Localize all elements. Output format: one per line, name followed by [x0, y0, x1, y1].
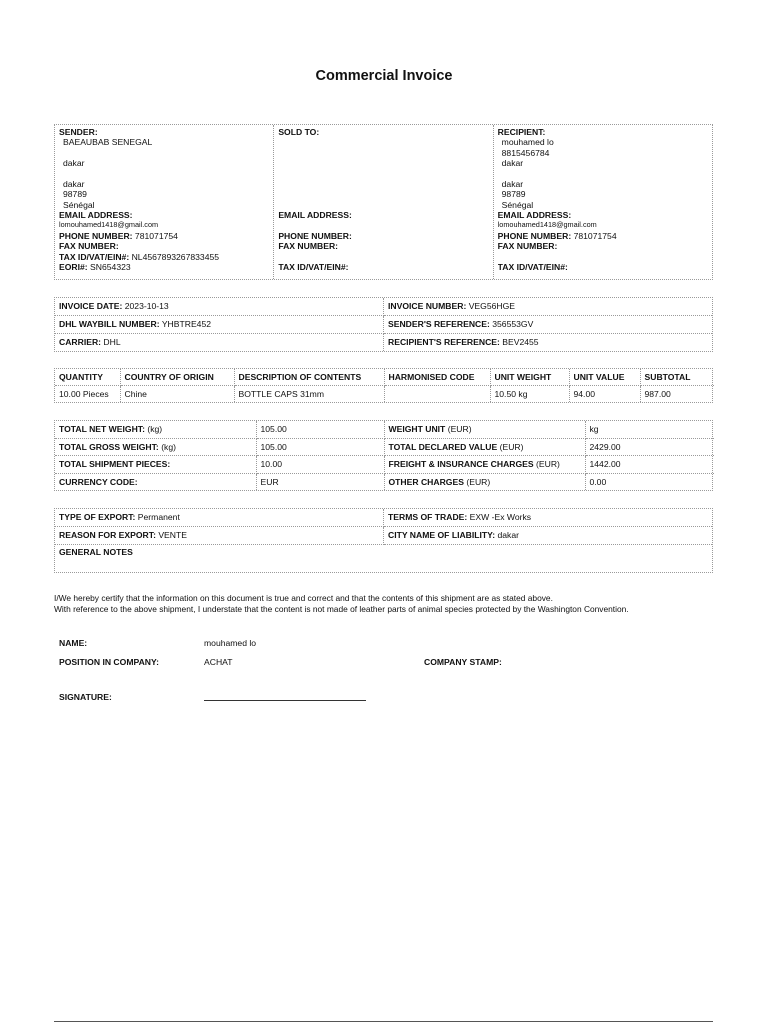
sender-phone: 781071754	[134, 230, 178, 241]
address-block	[54, 124, 713, 280]
signatory-position: ACHAT	[204, 657, 233, 667]
sold-to-email-label: EMAIL ADDRESS:	[278, 210, 352, 221]
recipient-tax-label: TAX ID/VAT/EIN#:	[497, 262, 568, 273]
name-label: NAME:	[59, 638, 88, 648]
column-header: DESCRIPTION OF CONTENTS	[238, 371, 362, 382]
other-charges-label: OTHER CHARGES	[388, 476, 464, 487]
recipient-country: Sénégal	[501, 199, 534, 210]
sender-postal-code: 98789	[63, 189, 87, 200]
other-charges-unit: (EUR)	[466, 476, 491, 487]
sold-to-phone-label: PHONE NUMBER:	[278, 230, 352, 241]
column-header: UNIT VALUE	[573, 371, 625, 382]
sender-heading: SENDER:	[59, 127, 98, 137]
document-title: Commercial Invoice	[315, 68, 453, 84]
currency-code-label: CURRENCY CODE:	[59, 476, 138, 487]
sold-to-tax-label: TAX ID/VAT/EIN#:	[278, 262, 349, 273]
declared-value: 2429.00	[585, 438, 714, 456]
recipient-reference-label: RECIPIENT'S REFERENCE:	[388, 337, 500, 348]
page-bottom-rule	[54, 1021, 713, 1022]
recipient-address-line: dakar	[501, 158, 524, 169]
recipient-email-label: EMAIL ADDRESS:	[497, 210, 572, 221]
invoice-number: VEG56HGE	[468, 301, 516, 312]
table-row	[55, 386, 714, 403]
carrier: DHL	[103, 337, 121, 348]
freight-insurance-value: 1442.00	[585, 456, 714, 474]
recipient-city: dakar	[501, 178, 524, 189]
signatory-name: mouhamed lo	[204, 638, 257, 648]
shipment-pieces-label: TOTAL SHIPMENT PIECES:	[59, 459, 171, 469]
column-header: COUNTRY OF ORIGIN	[124, 371, 214, 382]
weight-unit-value: kg	[585, 421, 714, 438]
recipient-heading: RECIPIENT:	[497, 127, 546, 137]
recipient-phone-label: PHONE NUMBER:	[497, 230, 572, 241]
export-info-table	[54, 508, 713, 573]
certification-line-1: I/We hereby certify that the information on this document is true and correct and that the contents of this shipment are as stated above.	[54, 593, 553, 603]
sender-tax-label: TAX ID/VAT/EIN#:	[59, 251, 130, 262]
description-cell: BOTTLE CAPS 31mm	[234, 386, 384, 403]
general-notes-label: GENERAL NOTES	[59, 547, 133, 557]
waybill-label: DHL WAYBILL NUMBER:	[59, 319, 160, 330]
liability-city-label: CITY NAME OF LIABILITY:	[388, 530, 496, 541]
shipment-pieces-value: 10.00	[256, 456, 384, 474]
export-reason-label: REASON FOR EXPORT:	[59, 530, 156, 541]
subtotal-cell: 987.00	[640, 386, 714, 403]
harmonised-code-cell	[384, 386, 490, 403]
gross-weight-value: 105.00	[256, 438, 384, 456]
sender-country: Sénégal	[63, 199, 95, 210]
weight-unit-suffix: (EUR)	[447, 424, 472, 434]
sender-reference-label: SENDER'S REFERENCE:	[388, 319, 490, 330]
liability-city: dakar	[497, 530, 519, 541]
items-header-row	[55, 369, 714, 386]
recipient-email: lomouhamed1418@gmail.com	[497, 220, 597, 229]
terms-of-trade-label: TERMS OF TRADE:	[388, 512, 468, 523]
export-type-label: TYPE OF EXPORT:	[59, 512, 136, 523]
country-of-origin-cell: Chine	[120, 386, 234, 403]
recipient-name: mouhamed lo	[501, 137, 554, 148]
waybill-number: YHBTRE452	[161, 319, 212, 330]
column-header: SUBTOTAL	[644, 371, 691, 382]
invoice-number-label: INVOICE NUMBER:	[388, 301, 467, 312]
sender-column	[55, 125, 274, 279]
column-header: HARMONISED CODE	[388, 371, 475, 382]
sender-email-label: EMAIL ADDRESS:	[59, 210, 133, 221]
column-header: UNIT WEIGHT	[494, 371, 552, 382]
sold-to-heading: SOLD TO:	[278, 127, 320, 137]
terms-of-trade: EXW -Ex Works	[469, 512, 532, 523]
export-reason: VENTE	[158, 530, 187, 541]
declared-value-unit: (EUR)	[499, 441, 524, 452]
sender-tax-id: NL4567893267833455	[131, 251, 220, 262]
carrier-label: CARRIER:	[59, 337, 102, 348]
sold-to-fax-label: FAX NUMBER:	[278, 241, 339, 252]
freight-insurance-unit: (EUR)	[536, 459, 560, 469]
unit-weight-cell: 10.50 kg	[490, 386, 569, 403]
net-weight-label: TOTAL NET WEIGHT:	[59, 424, 145, 434]
column-header: QUANTITY	[59, 371, 103, 382]
export-type: Permanent	[137, 512, 180, 523]
shipment-info-table	[54, 297, 713, 352]
gross-weight-label: TOTAL GROSS WEIGHT:	[59, 441, 159, 452]
sender-phone-label: PHONE NUMBER:	[59, 230, 133, 241]
position-label: POSITION IN COMPANY:	[59, 657, 159, 667]
signature-label: SIGNATURE:	[59, 692, 112, 702]
totals-table	[54, 420, 713, 491]
recipient-postal-code: 98789	[501, 189, 526, 200]
invoice-date: 2023-10-13	[124, 301, 169, 312]
unit-value-cell: 94.00	[569, 386, 640, 403]
freight-insurance-label: FREIGHT & INSURANCE CHARGES	[388, 459, 534, 469]
recipient-column	[494, 125, 712, 279]
invoice-date-label: INVOICE DATE:	[59, 301, 123, 312]
recipient-fax-label: FAX NUMBER:	[497, 241, 558, 252]
sender-reference: 356553GV	[492, 319, 534, 330]
items-table	[54, 368, 713, 403]
sender-name: BAEAUBAB SENEGAL	[63, 137, 153, 148]
recipient-phone-line: 8815456784	[501, 147, 550, 158]
other-charges-value: 0.00	[585, 473, 714, 490]
certification-text	[54, 593, 734, 614]
sold-to-column	[274, 125, 493, 279]
signature-line	[204, 700, 366, 701]
sender-address-line: dakar	[63, 158, 85, 169]
sender-eori: SN654323	[90, 262, 131, 273]
gross-weight-unit: (kg)	[161, 441, 176, 452]
currency-code-value: EUR	[256, 473, 384, 490]
net-weight-unit: (kg)	[147, 424, 163, 434]
declared-value-label: TOTAL DECLARED VALUE	[388, 441, 498, 452]
certification-line-2: With reference to the above shipment, I understate that the content is not made of leather parts of animal species protected by the Washington Convention.	[54, 603, 629, 614]
sender-eori-label: EORI#:	[59, 262, 88, 273]
quantity-cell: 10.00 Pieces	[55, 386, 120, 403]
net-weight-value: 105.00	[256, 421, 384, 438]
sender-email: lomouhamed1418@gmail.com	[59, 220, 159, 229]
weight-unit-label: WEIGHT UNIT	[388, 424, 446, 434]
recipient-reference: BEV2455	[502, 337, 539, 348]
sender-fax-label: FAX NUMBER:	[59, 241, 119, 252]
sender-city: dakar	[63, 178, 85, 189]
company-stamp-label: COMPANY STAMP:	[424, 657, 502, 667]
recipient-phone: 781071754	[573, 230, 617, 241]
